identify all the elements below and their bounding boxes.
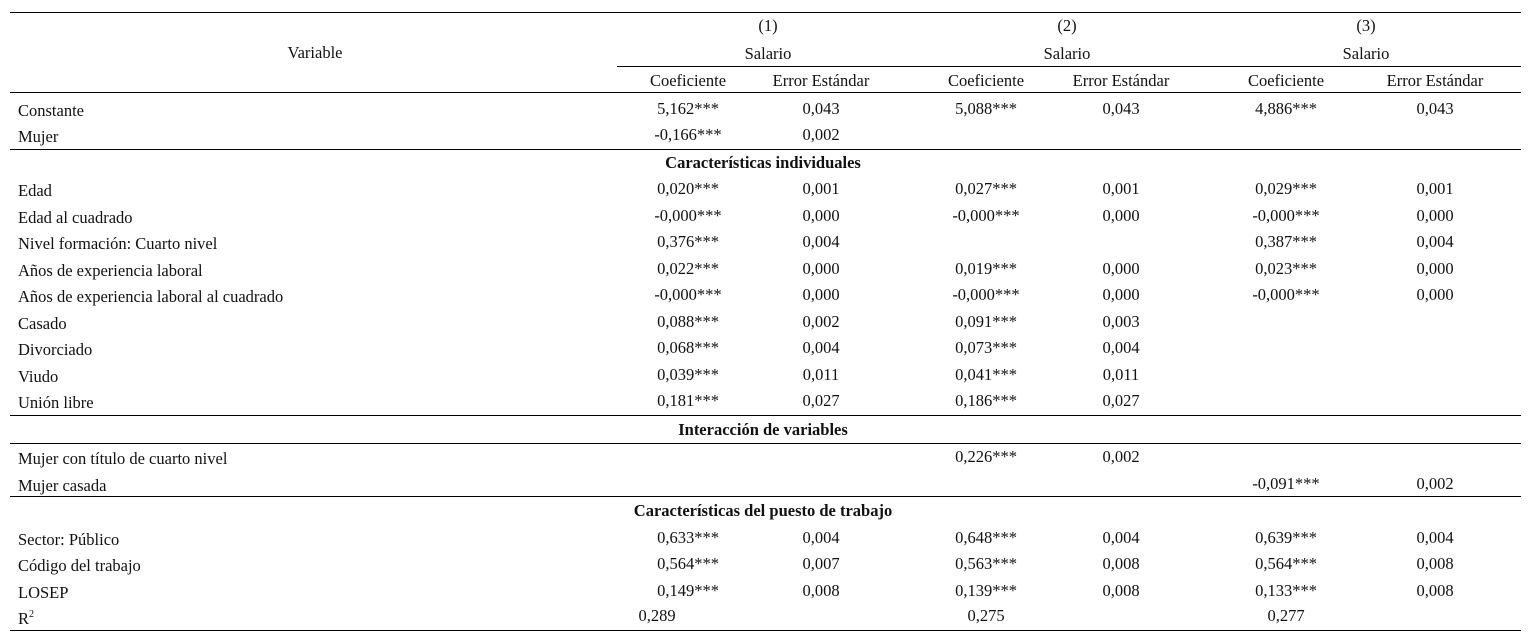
std-error-cell: 0,000 [1416,259,1454,278]
coefficient-cell: 0,022*** [657,259,719,278]
horizontal-rule [10,12,1521,13]
se-column-header: Error Estándar [1072,71,1170,90]
coefficient-cell: 0,091*** [955,312,1017,331]
model-number: (2) [1057,16,1077,35]
dependent-variable: Salario [1043,44,1091,63]
row-label: Código del trabajo [18,556,141,575]
coefficient-cell: -0,000*** [952,206,1020,225]
dependent-variable: Salario [1342,44,1390,63]
std-error-cell: 0,000 [1416,206,1454,225]
horizontal-rule [10,496,1521,497]
r2-value: 0,289 [638,606,676,625]
row-label: Mujer con título de cuarto nivel [18,449,228,468]
std-error-cell: 0,001 [802,179,840,198]
coefficient-cell: 5,162*** [657,99,719,118]
section-heading: Interacción de variables [678,420,848,439]
coefficient-cell: 0,186*** [955,391,1017,410]
coefficient-cell: 0,564*** [657,554,719,573]
std-error-cell: 0,000 [802,206,840,225]
horizontal-rule [10,443,1521,444]
std-error-cell: 0,004 [802,338,840,357]
coef-column-header: Coeficiente [1247,71,1325,90]
std-error-cell: 0,002 [802,312,840,331]
std-error-cell: 0,000 [802,259,840,278]
coefficient-cell: 0,073*** [955,338,1017,357]
std-error-cell: 0,043 [1416,99,1454,118]
std-error-cell: 0,002 [802,125,840,144]
std-error-cell: 0,000 [1102,285,1140,304]
horizontal-rule [10,92,1521,93]
coefficient-cell: 0,019*** [955,259,1017,278]
coefficient-cell: 0,639*** [1255,528,1317,547]
coefficient-cell: 5,088*** [955,99,1017,118]
coefficient-cell: 0,226*** [955,447,1017,466]
variable-header: Variable [287,43,343,62]
std-error-cell: 0,011 [1102,365,1140,384]
horizontal-rule [10,149,1521,150]
std-error-cell: 0,001 [1416,179,1454,198]
r2-value: 0,277 [1267,606,1305,625]
coefficient-cell: -0,000*** [654,206,722,225]
model-number: (1) [758,16,778,35]
std-error-cell: 0,008 [802,581,840,600]
coef-column-header: Coeficiente [947,71,1025,90]
coefficient-cell: 0,029*** [1255,179,1317,198]
coefficient-cell: 0,039*** [657,365,719,384]
std-error-cell: 0,043 [1102,99,1140,118]
std-error-cell: 0,004 [1416,232,1454,251]
row-label: Casado [18,314,67,333]
std-error-cell: 0,004 [1102,338,1140,357]
std-error-cell: 0,011 [802,365,840,384]
coefficient-cell: 0,139*** [955,581,1017,600]
coefficient-cell: -0,000*** [1252,285,1320,304]
coefficient-cell: 0,564*** [1255,554,1317,573]
std-error-cell: 0,002 [1102,447,1140,466]
row-label: Años de experiencia laboral al cuadrado [18,287,284,306]
coefficient-cell: 0,563*** [955,554,1017,573]
row-label: Viudo [18,367,59,386]
std-error-cell: 0,008 [1102,554,1140,573]
row-label: Mujer casada [18,476,107,495]
row-label: Años de experiencia laboral [18,261,203,280]
coefficient-cell: -0,166*** [654,125,722,144]
std-error-cell: 0,000 [1102,259,1140,278]
coefficient-cell: 0,088*** [657,312,719,331]
coefficient-cell: 0,027*** [955,179,1017,198]
coefficient-cell: 0,133*** [1255,581,1317,600]
coefficient-cell: 0,023*** [1255,259,1317,278]
row-label: Sector: Público [18,530,120,549]
std-error-cell: 0,008 [1416,554,1454,573]
coefficient-cell: 0,648*** [955,528,1017,547]
row-label: Unión libre [18,393,94,412]
r2-superscript: 2 [29,609,35,620]
se-column-header: Error Estándar [772,71,870,90]
dependent-variable: Salario [744,44,792,63]
row-label: Edad al cuadrado [18,208,133,227]
std-error-cell: 0,004 [1102,528,1140,547]
row-label: Edad [18,181,52,200]
coefficient-cell: 0,376*** [657,232,719,251]
coefficient-cell: -0,000*** [952,285,1020,304]
coefficient-cell: 0,181*** [657,391,719,410]
std-error-cell: 0,008 [1416,581,1454,600]
row-label: Mujer [18,127,59,146]
row-label: Constante [18,101,84,120]
std-error-cell: 0,000 [1416,285,1454,304]
std-error-cell: 0,001 [1102,179,1140,198]
se-column-header: Error Estándar [1386,71,1484,90]
std-error-cell: 0,004 [1416,528,1454,547]
header-subrule [617,66,1521,67]
coef-column-header: Coeficiente [649,71,727,90]
horizontal-rule [10,630,1521,631]
coefficient-cell: -0,000*** [654,285,722,304]
section-heading: Características individuales [665,153,861,172]
coefficient-cell: 0,041*** [955,365,1017,384]
r2-label-text: R [18,609,30,628]
row-label: Nivel formación: Cuarto nivel [18,234,218,253]
std-error-cell: 0,043 [802,99,840,118]
coefficient-cell: -0,000*** [1252,206,1320,225]
coefficient-cell: 0,068*** [657,338,719,357]
coefficient-cell: 0,387*** [1255,232,1317,251]
std-error-cell: 0,000 [802,285,840,304]
section-heading: Características del puesto de trabajo [633,501,893,520]
r2-value: 0,275 [967,606,1005,625]
horizontal-rule [10,415,1521,416]
std-error-cell: 0,002 [1416,474,1454,493]
std-error-cell: 0,000 [1102,206,1140,225]
std-error-cell: 0,027 [802,391,840,410]
model-number: (3) [1356,16,1376,35]
std-error-cell: 0,003 [1102,312,1140,331]
coefficient-cell: 0,149*** [657,581,719,600]
std-error-cell: 0,008 [1102,581,1140,600]
std-error-cell: 0,027 [1102,391,1140,410]
coefficient-cell: 4,886*** [1255,99,1317,118]
row-label: Divorciado [18,340,93,359]
r2-label [18,610,34,628]
coefficient-cell: -0,091*** [1252,474,1320,493]
std-error-cell: 0,004 [802,528,840,547]
std-error-cell: 0,004 [802,232,840,251]
row-label: LOSEP [18,583,69,602]
coefficient-cell: 0,020*** [657,179,719,198]
coefficient-cell: 0,633*** [657,528,719,547]
std-error-cell: 0,007 [802,554,840,573]
